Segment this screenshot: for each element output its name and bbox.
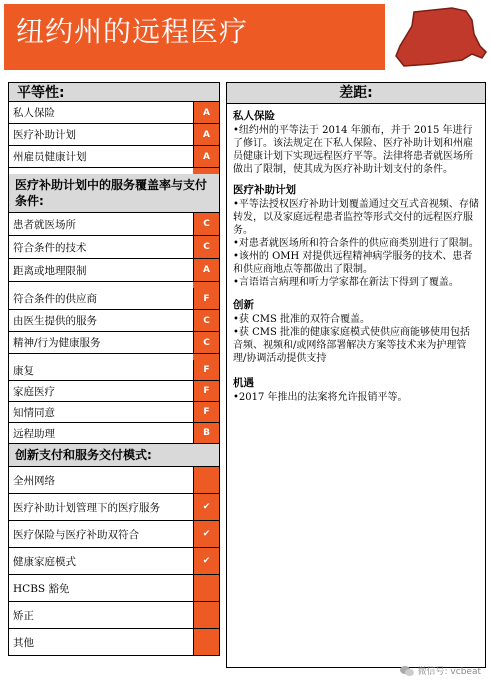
table-row <box>8 629 220 656</box>
medicaid-item: •对患者就医场所和符合条件的供应商类别进行了限制。 <box>233 238 479 249</box>
row-label: 州雇员健康计划 <box>13 151 87 163</box>
table-row <box>8 102 220 124</box>
grade-badge: A <box>193 124 219 145</box>
medicaid-title: 医疗补助计划 <box>233 184 296 196</box>
table-row <box>8 236 220 259</box>
grade-badge: F <box>193 288 219 309</box>
watermark <box>400 664 481 677</box>
innovation-item: •获 CMS 批准的健康家庭模式使供应商能够使用包括音频、视频和/或网络部署解决方案等技术来为护理管理/协调活动提供支持 <box>233 327 470 364</box>
section-coverage: 医疗补助计划中的服务覆盖率与支付条件: <box>8 174 220 213</box>
title-bar <box>4 4 385 70</box>
grade-badge: F <box>193 360 219 380</box>
table-row <box>8 213 220 236</box>
grade-badge: A <box>193 102 219 123</box>
table-row <box>8 402 220 423</box>
parity-group <box>8 102 220 168</box>
private-insurance-text: •纽约州的平等法于 2014 年颁布，并于 2015 年进行了修订。该法规定在下私人保险、医疗补助计划和州雇员健康计划下实现远程医疗平等。法律将患者就医场所做出了限制，使其成为医疗补助计划支付的条件。 <box>233 125 473 175</box>
right-header: 差距: <box>227 83 485 104</box>
table-row <box>8 124 220 146</box>
medicaid-item: •该州的 OMH 对提供远程精神病学服务的技术、患者和供应商地点等都做出了限制。 <box>233 251 473 275</box>
banner <box>0 0 491 76</box>
row-label: 矫正 <box>13 609 34 622</box>
grade-badge: ✔ <box>193 521 219 547</box>
table-row <box>8 423 220 444</box>
grade-badge <box>193 629 219 655</box>
row-label: 医疗保险与医疗补助双符合 <box>13 528 139 541</box>
row-label: 健康家庭模式 <box>13 555 76 568</box>
grade-badge: F <box>193 402 219 422</box>
table-row <box>8 575 220 602</box>
row-label: 精神/行为健康服务 <box>13 337 101 349</box>
row-label: 私人保险 <box>13 107 55 119</box>
grade-badge: C <box>193 213 219 235</box>
grade-badge <box>193 467 219 493</box>
new-york-state-map-icon <box>392 6 487 72</box>
table-row <box>8 602 220 629</box>
grade-badge: C <box>193 332 219 353</box>
watermark-text: 微信号: vcbeat <box>417 667 481 677</box>
innovation-group <box>8 467 220 656</box>
row-label: 距离或地理限制 <box>13 264 87 277</box>
criteria-column <box>8 82 220 656</box>
row-label: 患者就医场所 <box>13 218 76 231</box>
row-label: 医疗补助计划管理下的医疗服务 <box>13 501 160 514</box>
coverage-group-b <box>8 288 220 354</box>
grade-badge: A <box>193 259 219 281</box>
page-title: 纽约州的远程医疗 <box>16 15 249 48</box>
row-label: 远程助理 <box>13 427 55 440</box>
opportunity-title: 机遇 <box>233 377 254 389</box>
coverage-group-c <box>8 360 220 444</box>
private-insurance-title: 私人保险 <box>233 110 275 122</box>
grade-badge: A <box>193 146 219 167</box>
row-label: 康复 <box>13 364 34 377</box>
table-row <box>8 381 220 402</box>
medicaid-item: •言语语言病理和听力学家都在新法下得到了覆盖。 <box>233 277 459 288</box>
table-row <box>8 288 220 310</box>
table-row <box>8 310 220 332</box>
table-row <box>8 467 220 494</box>
grade-badge: C <box>193 236 219 258</box>
grade-badge <box>193 602 219 628</box>
grade-badge: ✔ <box>193 494 219 520</box>
table-row <box>8 146 220 168</box>
table-row <box>8 494 220 521</box>
medicaid-item: •平等法授权医疗补助计划覆盖通过交互式音视频、存储转发，以及家庭远程患者监控等形式交付的远程医疗服务。 <box>233 199 479 236</box>
gaps-content <box>227 104 485 406</box>
table-row <box>8 360 220 381</box>
row-label: 全州网络 <box>13 474 55 487</box>
spacer <box>8 168 220 174</box>
row-label: HCBS 豁免 <box>13 582 70 595</box>
table-row <box>8 259 220 282</box>
grade-badge: B <box>193 423 219 443</box>
row-label: 符合条件的供应商 <box>13 293 97 305</box>
table-row <box>8 332 220 354</box>
section-innovation: 创新支付和服务交付模式: <box>8 444 220 467</box>
grade-badge: F <box>193 381 219 401</box>
wechat-icon <box>400 665 414 677</box>
grade-badge: ✔ <box>193 548 219 574</box>
grade-badge <box>193 575 219 601</box>
row-label: 其他 <box>13 636 34 649</box>
row-label: 医疗补助计划 <box>13 129 76 141</box>
left-header: 平等性: <box>8 82 220 102</box>
coverage-group-a <box>8 213 220 282</box>
row-label: 符合条件的技术 <box>13 241 87 254</box>
grade-badge: C <box>193 310 219 331</box>
innovation-item: •获 CMS 批准的双符合覆盖。 <box>233 314 370 325</box>
row-label: 知情同意 <box>13 406 55 419</box>
row-label: 由医生提供的服务 <box>13 315 97 327</box>
row-label: 家庭医疗 <box>13 385 55 398</box>
innovation-title: 创新 <box>233 299 254 311</box>
table-row <box>8 521 220 548</box>
gaps-column <box>226 82 486 668</box>
table-row <box>8 548 220 575</box>
opportunity-text: •2017 年推出的法案将允许报销平等。 <box>233 392 408 403</box>
